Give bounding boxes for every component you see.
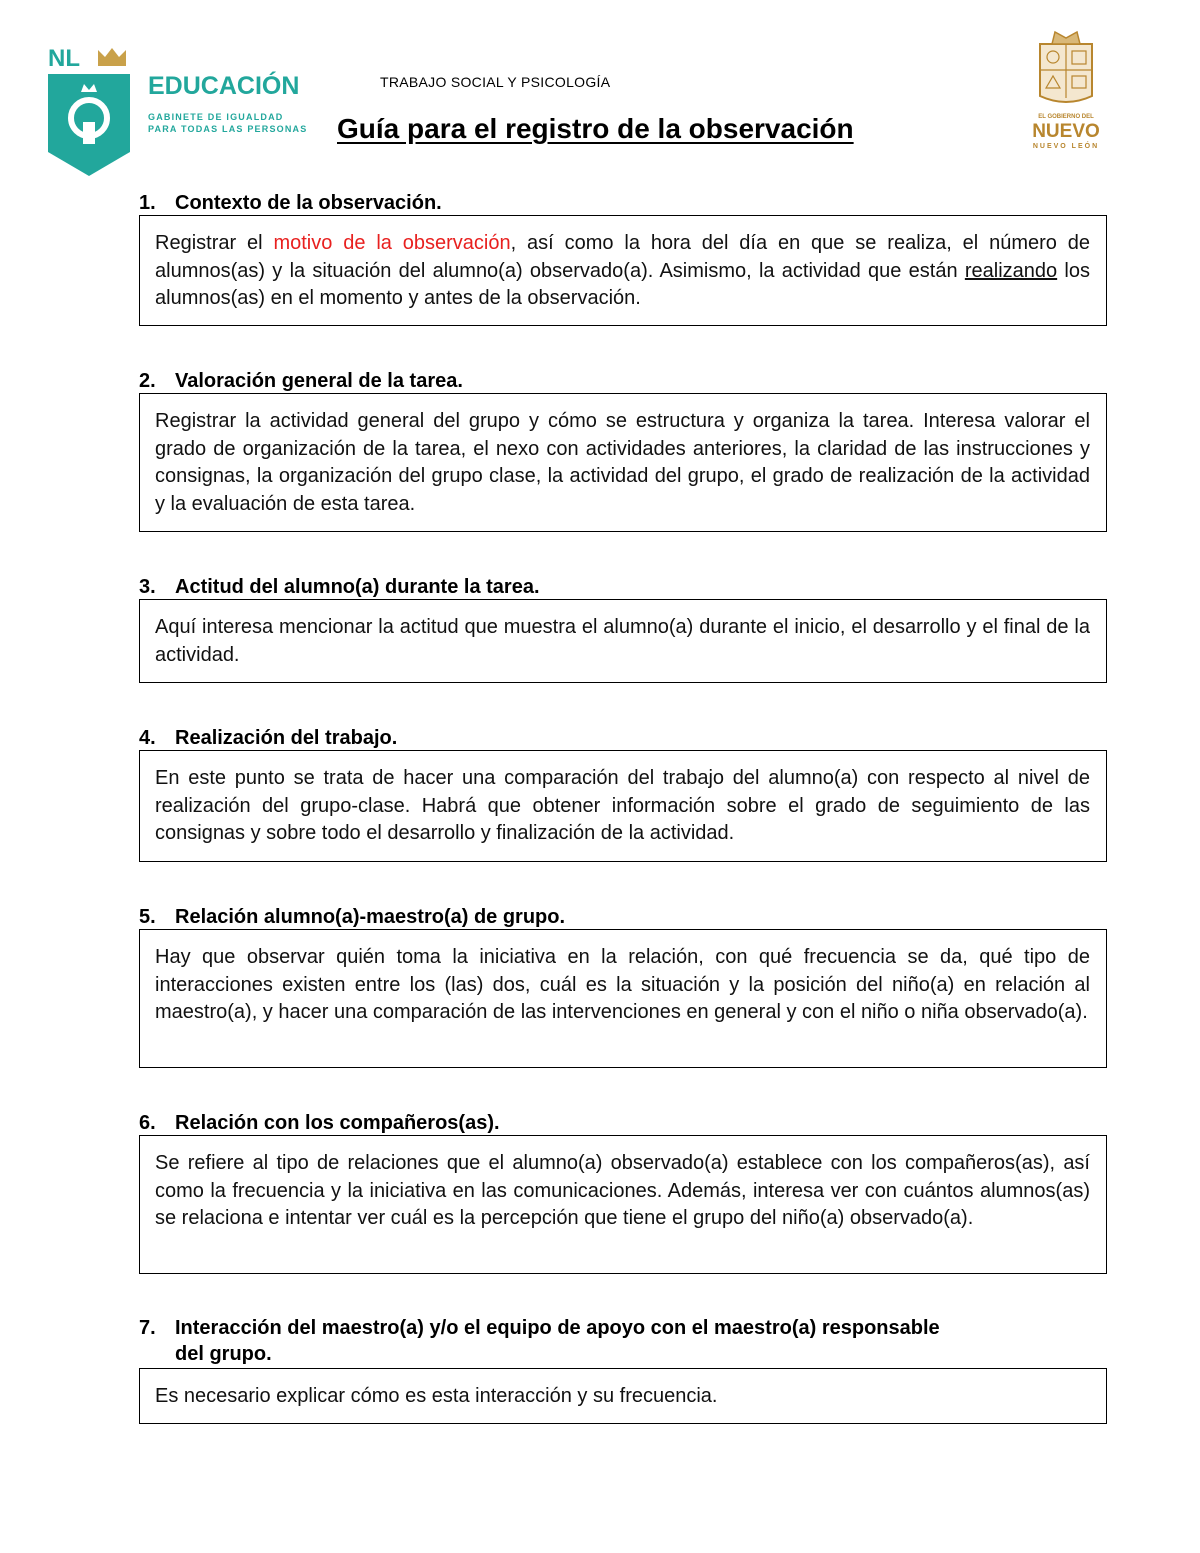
svg-text:EL GOBIERNO DEL: EL GOBIERNO DEL <box>1038 114 1094 120</box>
section-title: Valoración general de la tarea. <box>175 370 463 392</box>
section-2-heading <box>139 368 463 394</box>
section-title: Actitud del alumno(a) durante la tarea. <box>175 576 540 598</box>
department-label: TRABAJO SOCIAL Y PSICOLOGÍA <box>380 74 611 90</box>
section-1-box: Registrar el motivo de la observación, así como la hora del día en que se realiza, el número de alumnos(as) y la situación del alumno(a) observado(a). Asimismo, la actividad que están realizando los alumnos(as) en el momento y antes de la observación. <box>139 215 1107 326</box>
section-1-heading <box>139 190 442 216</box>
page-title: Guía para el registro de la observación <box>337 113 854 144</box>
section-3-heading <box>139 574 540 600</box>
svg-text:GABINETE DE IGUALDAD: GABINETE DE IGUALDAD <box>148 112 284 122</box>
svg-text:NUEVO: NUEVO <box>1032 121 1100 142</box>
section-6-box: Se refiere al tipo de relaciones que el alumno(a) observado(a) establece con los compañeros(as), así como la frecuencia y la iniciativa en las comunicaciones. Además, interesa ver con cuántos alumnos(as) se relaciona e intentar ver cuál es la percepción que tiene el grupo del niño(a) observado(a). <box>139 1135 1107 1274</box>
section-title: Realización del trabajo. <box>175 727 398 749</box>
section-title: Interacción del maestro(a) y/o el equipo de apoyo con el maestro(a) responsable <box>175 1317 940 1339</box>
section-number: 4. <box>139 727 156 749</box>
svg-text:NUEVO LEÓN: NUEVO LEÓN <box>1032 143 1100 150</box>
section-title: Relación alumno(a)-maestro(a) de grupo. <box>175 906 566 928</box>
gobierno-nuevo-leon-logo <box>1010 24 1122 154</box>
svg-text:EDUCACIÓN: EDUCACIÓN <box>148 72 300 100</box>
section-6-heading <box>139 1110 500 1136</box>
section-3-box: Aquí interesa mencionar la actitud que muestra el alumno(a) durante el inicio, el desarrollo y el final de la actividad. <box>139 599 1107 683</box>
section-number: 1. <box>139 192 156 214</box>
nl-educacion-logo <box>46 44 316 180</box>
section-4-heading <box>139 725 397 751</box>
section-number: 2. <box>139 370 156 392</box>
section-7-heading <box>139 1315 1107 1367</box>
svg-text:PARA TODAS LAS PERSONAS: PARA TODAS LAS PERSONAS <box>148 124 308 134</box>
highlighted-text: motivo de la observación <box>273 232 511 254</box>
section-number: 3. <box>139 576 156 598</box>
section-title: Relación con los compañeros(as). <box>175 1112 500 1134</box>
section-4-box: En este punto se trata de hacer una comparación del trabajo del alumno(a) con respecto al nivel de realización del grupo-clase. Habrá que obtener información sobre el grado de seguimiento de las consignas y sobre todo el desarrollo y finalización de la actividad. <box>139 750 1107 862</box>
section-5-box: Hay que observar quién toma la iniciativa en la relación, con qué frecuencia se da, qué tipo de interacciones existen entre los (las) dos, cuál es la situación y la posición del niño(a) en relación al maestro(a), y hacer una comparación de las intervenciones en general y con el niño o niña observado(a). <box>139 929 1107 1068</box>
section-title-continued: del grupo. <box>175 1343 272 1365</box>
svg-text:NL: NL <box>48 45 80 72</box>
section-number: 6. <box>139 1112 156 1134</box>
section-5-heading <box>139 904 565 930</box>
section-title: Contexto de la observación. <box>175 192 442 214</box>
section-number: 5. <box>139 906 156 928</box>
section-number: 7. <box>139 1317 156 1339</box>
section-7-box: Es necesario explicar cómo es esta interacción y su frecuencia. <box>139 1368 1107 1424</box>
section-2-box: Registrar la actividad general del grupo y cómo se estructura y organiza la tarea. Interesa valorar el grado de organización de la tarea, el nexo con actividades anteriores, la claridad de las instrucciones y consignas, la organización del grupo clase, la actividad del grupo, el grado de realización de la actividad y la evaluación de esta tarea. <box>139 393 1107 532</box>
underlined-text: realizando <box>964 259 1058 282</box>
